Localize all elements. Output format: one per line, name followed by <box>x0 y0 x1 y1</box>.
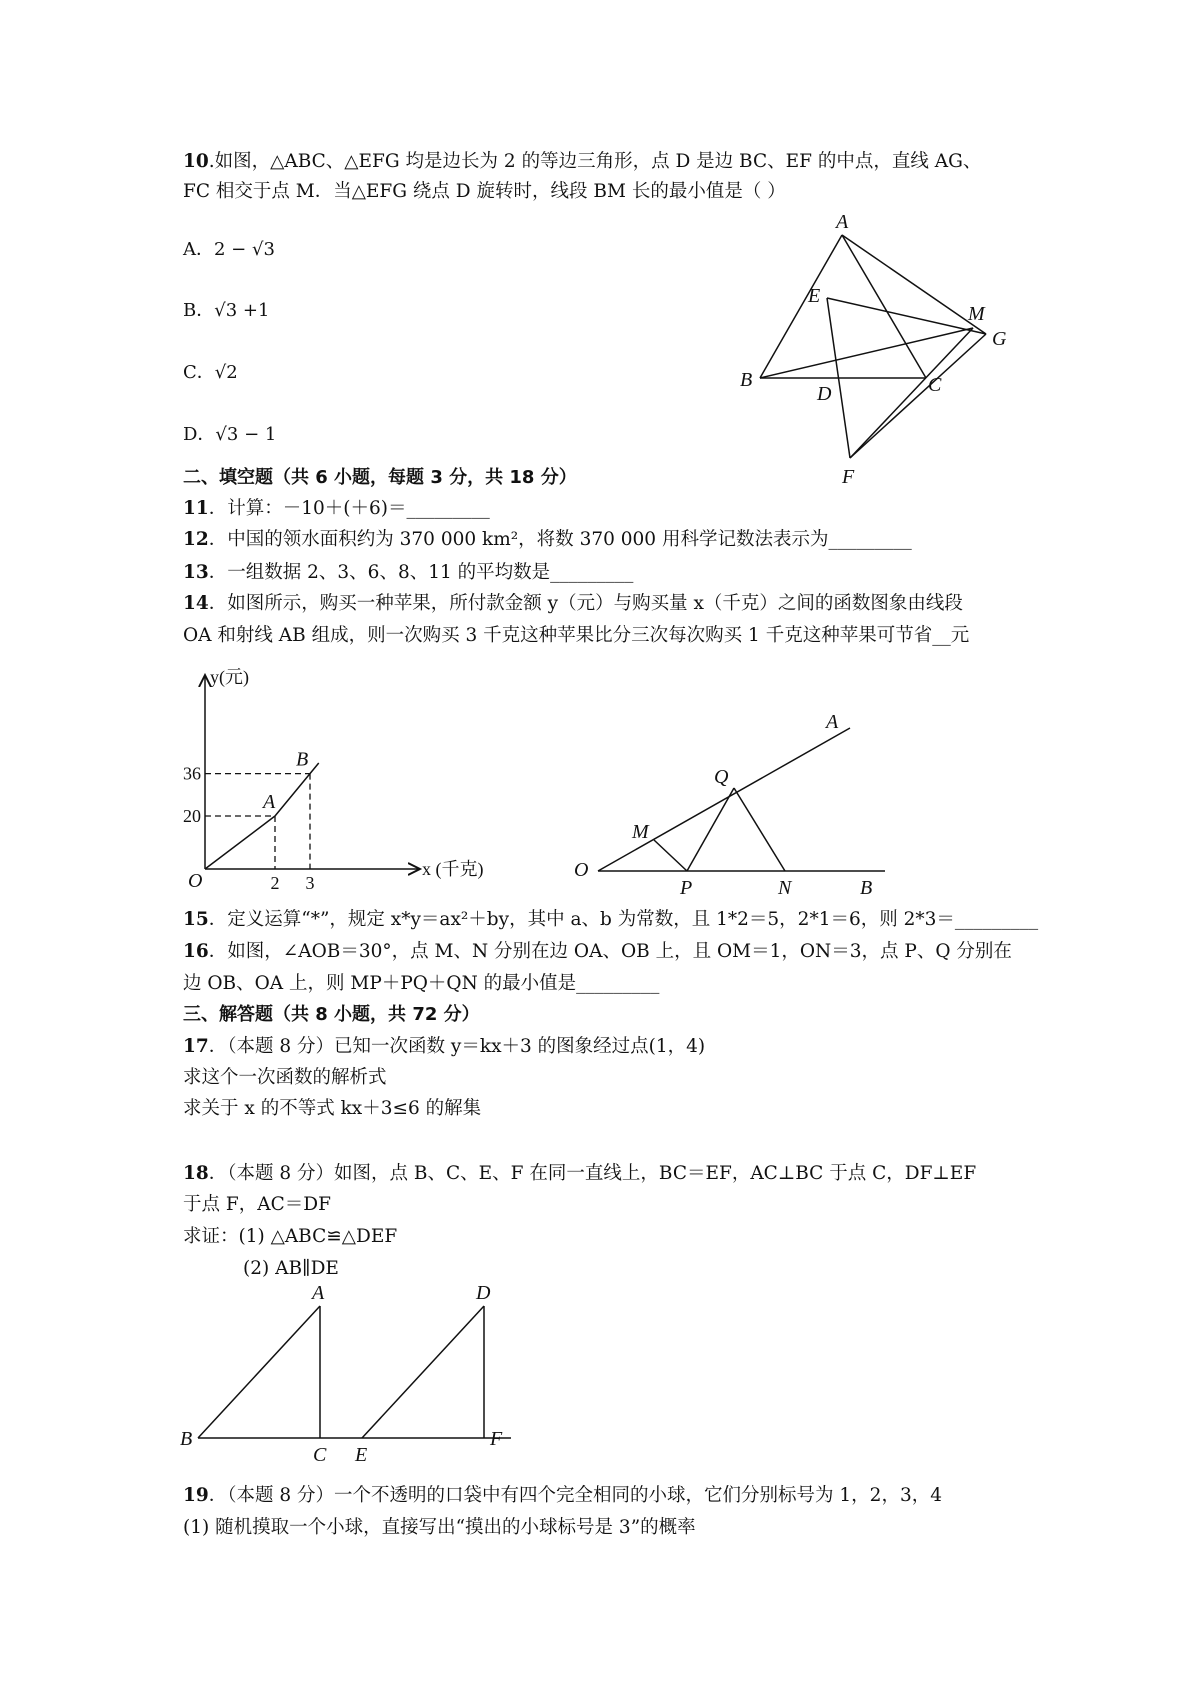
q18-text-1: ．（本题 8 分）如图，点 B、C、E、F 在同一直线上，BC＝EF，AC⊥BC 于点 C，DF⊥EF <box>208 1163 977 1184</box>
point-b-label: B <box>296 748 309 771</box>
q10-triangle-figure <box>730 211 1030 495</box>
q17-number: 17 <box>183 1036 209 1057</box>
fig18-label-d: D <box>476 1282 491 1304</box>
q10-option-c: C．√2 <box>183 362 238 383</box>
y-tick-36: 36 <box>183 763 201 784</box>
q19-line2: (1) 随机摸取一个小球，直接写出“摸出的小球标号是 3”的概率 <box>183 1517 696 1538</box>
q10-line1 <box>183 150 981 174</box>
x-tick-2: 2 <box>270 873 280 893</box>
q15 <box>183 908 1038 932</box>
q18-line3: 求证：(1) △ABC≌△DEF <box>183 1226 398 1247</box>
q17-line3: 求关于 x 的不等式 kx＋3≤6 的解集 <box>183 1098 482 1119</box>
q18-line4: (2) AB∥DE <box>243 1258 339 1279</box>
q12-number: 12 <box>183 529 209 550</box>
fig16-label-n: N <box>778 877 792 899</box>
fig10-label-a: A <box>836 211 849 233</box>
q16-text-1: ．如图，∠AOB＝30°，点 M、N 分别在边 OA、OB 上，且 OM＝1，ON＝3，点 P、Q 分别在 <box>208 941 1012 962</box>
fig18-label-f: F <box>490 1428 503 1450</box>
q10-line2: FC 相交于点 M．当△EFG 绕点 D 旋转时，线段 BM 长的最小值是（ ） <box>183 181 786 202</box>
q12-text: ．中国的领水面积约为 370 000 km²，将数 370 000 用科学记数法表示为_________ <box>208 529 912 550</box>
q10-text-1: .如图，△ABC、△EFG 均是边长为 2 的等边三角形，点 D 是边 BC、EF 的中点，直线 AG、 <box>208 151 982 172</box>
q16-line2: 边 OB、OA 上，则 MP＋PQ＋QN 的最小值是_________ <box>183 973 660 994</box>
q14-line2: OA 和射线 AB 组成，则一次购买 3 千克这种苹果比分三次每次购买 1 千克这种苹果可节省__元 <box>183 625 970 646</box>
fig16-label-p: P <box>680 877 693 899</box>
q13-text: ．一组数据 2、3、6、8、11 的平均数是_________ <box>208 562 634 583</box>
fig10-label-m: M <box>968 303 985 325</box>
q12 <box>183 528 912 552</box>
segment-oa <box>205 816 275 869</box>
q19-text-1: ．（本题 8 分）一个不透明的口袋中有四个完全相同的小球，它们分别标号为 1，2，3，4 <box>208 1485 942 1506</box>
q19-line1 <box>183 1484 942 1508</box>
section-3-heading: 三、解答题（共 8 小题，共 72 分） <box>183 1004 480 1025</box>
q19-number: 19 <box>183 1485 209 1506</box>
q16-angle-figure <box>570 710 910 900</box>
fig18-label-c: C <box>313 1444 327 1466</box>
q11-text: ．计算：－10＋(＋6)＝_________ <box>208 498 490 519</box>
q16-number: 16 <box>183 941 209 962</box>
q14-price-chart <box>170 665 500 893</box>
fig18-label-b: B <box>180 1428 193 1450</box>
q14-line1 <box>183 592 963 616</box>
fig10-label-f: F <box>842 466 855 488</box>
fig10-label-c: C <box>928 374 942 396</box>
fig16-label-b: B <box>860 877 873 899</box>
section-2-heading: 二、填空题（共 6 小题，每题 3 分，共 18 分） <box>183 467 577 488</box>
q17-line2: 求这个一次函数的解析式 <box>183 1067 387 1088</box>
q14-text-1: ．如图所示，购买一种苹果，所付款金额 y（元）与购买量 x（千克）之间的函数图象由线段 <box>208 593 963 614</box>
q18-line1 <box>183 1162 976 1186</box>
q11 <box>183 497 490 521</box>
q10-number: 10 <box>183 151 209 172</box>
q17-line1 <box>183 1035 705 1059</box>
fig16-label-a: A <box>826 711 839 733</box>
fig10-label-b: B <box>740 369 753 391</box>
q18-line2: 于点 F，AC＝DF <box>183 1194 331 1215</box>
fig10-label-d: D <box>817 383 832 405</box>
y-axis-label: y(元) <box>210 667 249 687</box>
fig16-label-q: Q <box>714 766 729 788</box>
fig18-label-e: E <box>355 1444 368 1466</box>
fig10-label-e: E <box>808 285 821 307</box>
q13-number: 13 <box>183 562 209 583</box>
x-tick-3: 3 <box>305 873 315 893</box>
fig10-label-g: G <box>992 328 1007 350</box>
q10-option-a: A．2 − √3 <box>183 239 275 260</box>
x-axis-label: x (千克) <box>422 859 484 879</box>
q13 <box>183 561 633 585</box>
fig16-label-o: O <box>574 859 589 881</box>
q18-number: 18 <box>183 1163 209 1184</box>
q10-option-d: D．√3 − 1 <box>183 424 277 445</box>
q17-text-1: ．（本题 8 分）已知一次函数 y＝kx＋3 的图象经过点(1，4) <box>208 1036 706 1057</box>
q15-number: 15 <box>183 909 209 930</box>
q10-option-b: B．√3 +1 <box>183 300 270 321</box>
q15-text: ．定义运算“*”，规定 x*y＝ax²＋by，其中 a、b 为常数，且 1*2＝5，2*1＝6，则 2*3＝_________ <box>208 909 1039 930</box>
origin-label: O <box>188 870 203 892</box>
q18-triangles-figure <box>180 1282 540 1466</box>
q14-number: 14 <box>183 593 209 614</box>
ray-ab <box>275 763 319 816</box>
y-tick-20: 20 <box>183 806 201 826</box>
fig16-label-m: M <box>632 821 649 843</box>
fig18-label-a: A <box>312 1282 325 1304</box>
q11-number: 11 <box>183 498 209 519</box>
point-a-label: A <box>263 791 276 813</box>
q16-line1 <box>183 940 1012 964</box>
